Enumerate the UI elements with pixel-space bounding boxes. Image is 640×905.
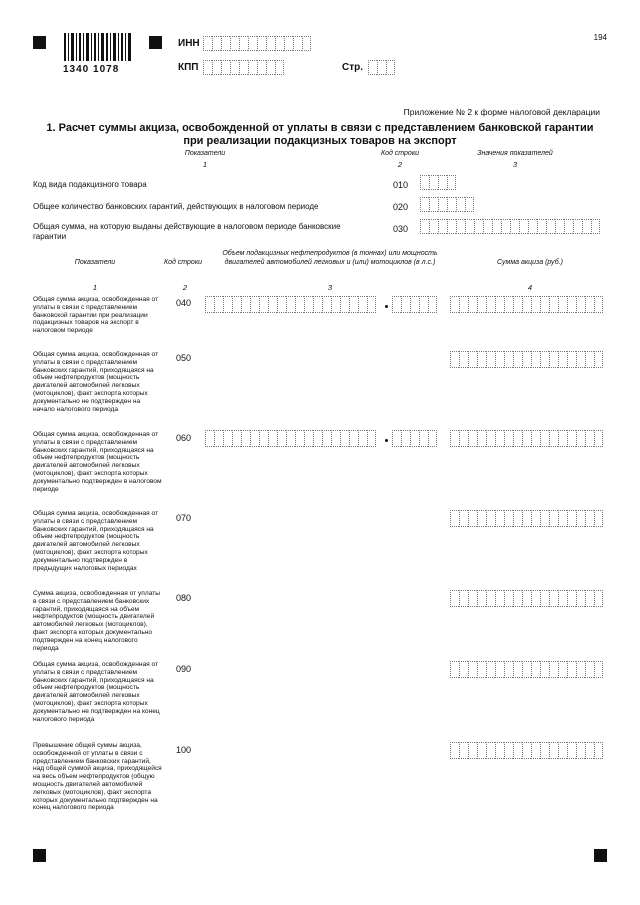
row-030-label: Общая сумма, на которую выданы действующие в налоговом периоде банковские гарантии xyxy=(33,222,341,241)
row-060-volume-frac[interactable] xyxy=(392,430,437,447)
row-020-input[interactable] xyxy=(420,197,474,212)
main-col-volume: Объем подакцизных нефтепродуктов (в тоннах) или мощность двигателей автомобилей легковых и (или) мотоциклов (в л.с.) xyxy=(222,250,438,266)
row-010-code: 010 xyxy=(393,180,409,190)
row-090-sum[interactable] xyxy=(450,661,603,678)
kpp-field[interactable] xyxy=(203,60,284,75)
main-num-4: 4 xyxy=(527,283,533,292)
barcode xyxy=(62,33,136,67)
row-040-decimal-dot xyxy=(385,305,388,308)
main-num-2: 2 xyxy=(182,283,188,292)
barcode-number: 1340 1078 xyxy=(63,64,120,75)
row-060-sum[interactable] xyxy=(450,430,603,447)
row-040-volume-int[interactable] xyxy=(205,296,376,313)
row-060-code: 060 xyxy=(176,433,192,443)
row-090-label: Общая сумма акциза, освобожденная от уплаты в связи с представлением банковских гарантий, приходящаяся на объем нефтепродуктов (мощность двигателей автомобилей легковых (мотоциклов), факт экспорта которых документально не подтвержден на конец налогового периода xyxy=(33,661,160,723)
row-020-code: 020 xyxy=(393,202,409,212)
row-100-label: Превышение общей суммы акциза, освобожденной от уплаты в связи с представлением банковских гарантий, над общей суммой акциза, приходящейся на весь объем нефтепродуктов (общую мощность двигателей автомобилей легковых (мотоциклов), факт экспорта которых документально подтвержден на конец налогового периода xyxy=(33,742,162,812)
page-field[interactable] xyxy=(368,60,395,75)
corner-marker-bottom-left xyxy=(33,849,46,862)
row-030-input[interactable] xyxy=(420,219,600,234)
top-num-3: 3 xyxy=(512,160,518,169)
section-title: 1. Расчет суммы акциза, освобожденной от уплаты в связи с представлением банковской гарантии при реализации подакцизных товаров на экспорт xyxy=(46,122,594,147)
row-070-label: Общая сумма акциза, освобожденная от уплаты в связи с представлением банковских гарантий, приходящаяся на объем нефтепродуктов (мощность двигателей автомобилей легковых (мотоциклов), факт экспорта которых документально подтвержден в предыдущих налоговых периодах xyxy=(33,510,159,572)
row-070-sum[interactable] xyxy=(450,510,603,527)
row-080-code: 080 xyxy=(176,593,192,603)
row-020-label: Общее количество банковских гарантий, действующих в налоговом периоде xyxy=(33,202,319,211)
row-030-code: 030 xyxy=(393,224,409,234)
main-num-1: 1 xyxy=(92,283,98,292)
appendix-note: Приложение № 2 к форме налоговой декларации xyxy=(403,107,600,117)
row-050-sum[interactable] xyxy=(450,351,603,368)
row-040-label: Общая сумма акциза, освобожденная от уплаты в связи с представлением банковской гарантии при реализации подакцизных товаров на экспорт в налоговом периоде xyxy=(33,296,159,335)
inn-label: ИНН xyxy=(178,38,200,49)
top-col-values: Значения показателей xyxy=(477,150,553,157)
row-010-input[interactable] xyxy=(420,175,456,190)
page-number: 194 xyxy=(593,33,607,42)
row-050-code: 050 xyxy=(176,353,192,363)
row-100-code: 100 xyxy=(176,745,192,755)
row-060-volume-int[interactable] xyxy=(205,430,376,447)
top-num-1: 1 xyxy=(202,160,208,169)
row-060-label: Общая сумма акциза, освобожденная от уплаты в связи с представлением банковских гарантий, приходящаяся на объем нефтепродуктов (мощность двигателей автомобилей легковых (мотоциклов), факт экспорта которых документально подтвержден в налоговом периоде xyxy=(33,431,162,493)
main-col-indicators: Показатели xyxy=(74,259,116,266)
corner-marker-bottom-right xyxy=(594,849,607,862)
row-050-label: Общая сумма акциза, освобожденная от уплаты в связи с представлением банковских гарантий, приходящаяся на объем нефтепродуктов (мощность двигателей автомобилей легковых (мотоциклов), факт экспорта которых документально не подтвержден на начало налогового периода xyxy=(33,351,159,413)
top-col-code: Код строки xyxy=(380,150,420,157)
row-090-code: 090 xyxy=(176,664,192,674)
page-label: Стр. xyxy=(342,62,364,73)
row-040-volume-frac[interactable] xyxy=(392,296,437,313)
row-070-code: 070 xyxy=(176,513,192,523)
row-040-sum[interactable] xyxy=(450,296,603,313)
row-080-sum[interactable] xyxy=(450,590,603,607)
row-100-sum[interactable] xyxy=(450,742,603,759)
row-040-code: 040 xyxy=(176,298,192,308)
corner-marker-top-left xyxy=(33,36,46,49)
row-060-decimal-dot xyxy=(385,439,388,442)
top-num-2: 2 xyxy=(397,160,403,169)
main-num-3: 3 xyxy=(327,283,333,292)
row-010-label: Код вида подакцизного товара xyxy=(33,180,147,189)
row-080-label: Сумма акциза, освобожденная от уплаты в связи с представлением банковских гарантий, приходящаяся на объем нефтепродуктов (мощность двигателей автомобилей легковых (мотоциклов), факт экспорта которых документально подтвержден на конец налогового периода xyxy=(33,590,160,652)
top-col-indicators: Показатели xyxy=(184,150,226,157)
corner-marker-top-mid xyxy=(149,36,162,49)
inn-field[interactable] xyxy=(203,36,311,51)
main-col-sum: Сумма акциза (руб.) xyxy=(497,259,563,266)
main-col-code: Код строки xyxy=(163,259,203,266)
kpp-label: КПП xyxy=(178,62,199,73)
